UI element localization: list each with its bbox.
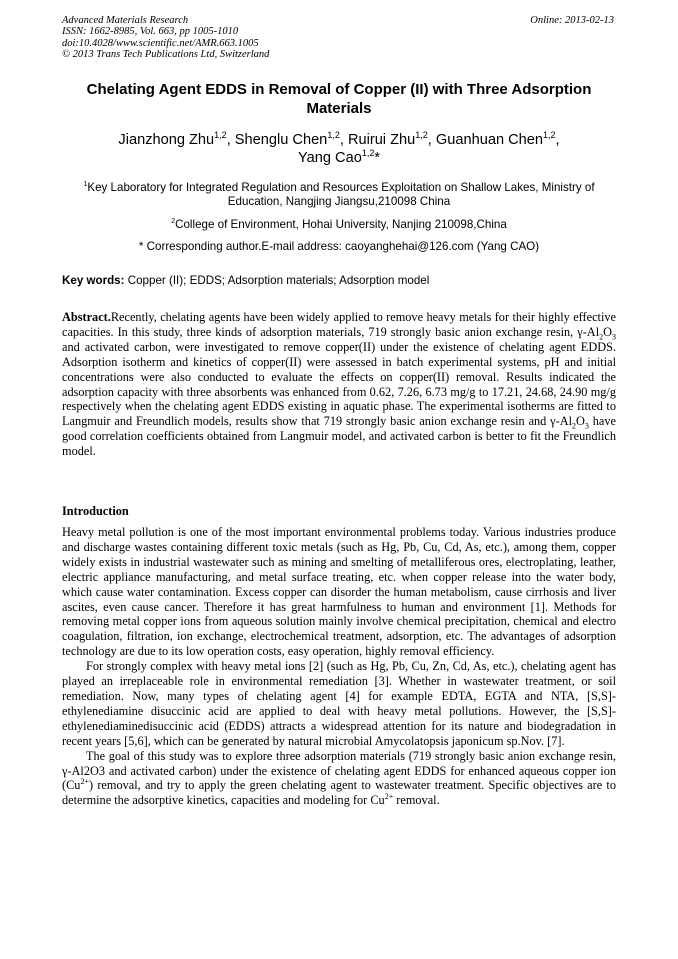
affiliation-1: $^1$Key Laboratory for Integrated Regulation and Resources Exploitation on Shallow Lakes, Ministry of Education, Nangjing Jiangsu,210098 China bbox=[83, 181, 595, 209]
keywords-text: Copper (II); EDDS; Adsorption materials; Adsorption model bbox=[127, 274, 430, 287]
doi-line: doi:10.4028/www.scientific.net/AMR.663.1005 bbox=[62, 37, 259, 49]
author-list bbox=[62, 131, 616, 167]
paper-title: Chelating Agent EDDS in Removal of Copper (II) with Three Adsorption Materials bbox=[86, 81, 592, 117]
author: Ruirui Zhu$^{1,2}$, bbox=[347, 130, 436, 148]
journal-header bbox=[62, 15, 614, 60]
copyright-line: © 2013 Trans Tech Publications Ltd, Switzerland bbox=[62, 48, 270, 60]
online-date: Online: 2013-02-13 bbox=[530, 15, 614, 26]
intro-paragraph-3: The goal of this study was to explore three adsorption materials (719 strongly basic anion exchange resin, γ-Al2O3 and activated carbon) under the existence of chelating agent EDDS for enhanced aqueous copper ion $(Cu^{2+})$ removal, and try to apply the green chelating agent to wastewater treatment. Specific objectives are to determine the adsorptive kinetics, capacities and modeling for $Cu^{2+}$ removal. bbox=[62, 748, 616, 808]
keywords bbox=[62, 274, 616, 288]
author: Jianzhong Zhu$^{1,2}$, bbox=[118, 130, 235, 148]
author: Guanhuan Chen$^{1,2}$, bbox=[435, 130, 560, 148]
abstract: Abstract.Recently, chelating agents have been widely applied to remove heavy metals for their highly effective capacities. In this study, three kinds of adsorption materials, 719 strongly basic anion exchange resin, $\gamma-Al_2O_3$ and activated carbon, were investigated to remove copper(II) under the existence of chelating agent EDDS. Adsorption isotherm and kinetics of copper(II) were assessed in batch experimental systems, pH and initial concentrations were also conducted to evaluate the effects on copper(II) removal. Results indicated the adsorption capacity with three absorbents was enhanced from 0.62, 7.26, 6.73 mg/g to 17.21, 24.68, 24.90 mg/g respectively when the chelating agent EDDS existing in aquatic phase. The experimental isotherms are fitted to Langmuir and Freundlich models, results show that 719 strongly basic anion exchange resin and $\gamma-Al_2O_3$ have good correlation coefficients obtained from Langmuir model, and activated carbon is better to fit the Freundlich model. bbox=[62, 310, 616, 459]
affiliation-2: $^2$College of Environment, Hohai University, Nanjing 210098,China bbox=[171, 218, 507, 231]
intro-paragraph-1: Heavy metal pollution is one of the most important environmental problems today. Various industries produce and discharge wastes containing different toxic metals (such as Hg, Pb, Cu, Cd, As, etc.), among them, copper widely exists in industrial wastewater such as mining and smelting of metalliferous ores, electroplating, leather, electric appliance manufacturing, and metal surface treating, etc. when copper release into the water body, which cause water contamination. Excess copper can disorder the human metabolism, cause cirrhosis and liver ascites, even cause cancer. Therefore it has great harmfulness to human and environment [1]. Methods for removing metal copper ions from aqueous solution mainly involve chemical precipitation, chemical and electro coagulation, filtration, ion exchange, electrochemical treatment, adsorption, etc. The advantages of adsorption technology are due to its low operation costs, easy operation, highly removal efficiency. bbox=[62, 525, 616, 659]
author: Yang Cao$^{1,2}$* bbox=[297, 148, 381, 166]
journal-name: Advanced Materials Research bbox=[62, 15, 189, 26]
author: Shenglu Chen$^{1,2}$, bbox=[234, 130, 348, 148]
keywords-label: Key words: bbox=[62, 274, 125, 287]
introduction-heading: Introduction bbox=[62, 504, 129, 518]
abstract-label: Abstract. bbox=[62, 310, 111, 324]
intro-paragraph-2: For strongly complex with heavy metal ions [2] (such as Hg, Pb, Cu, Zn, Cd, As, etc.), chelating agent has played an irreplaceable role in environmental remediation [3]. Whether in wastewater treatment, or soil remediation. Now, many types of chelating agent [4] for example EDTA, EGTA and NTA, [S,S]-ethylenediamine disuccinic acid are applied to deal with heavy metal pollutions. However, the [S,S]-ethylenediaminedisuccinic acid (EDDS) attracts a widespread attention for its nature and biodegradation in recent years [5,6], which can be generated by natural microbial Amycolatopsis japonicum sp.Nov. [7]. bbox=[62, 659, 616, 748]
issn-line: ISSN: 1662-8985, Vol. 663, pp 1005-1010 bbox=[62, 26, 239, 38]
corresponding-author: * Corresponding author.E-mail address: caoyanghehai@126.com (Yang CAO) bbox=[138, 240, 540, 253]
introduction-body bbox=[62, 525, 616, 808]
